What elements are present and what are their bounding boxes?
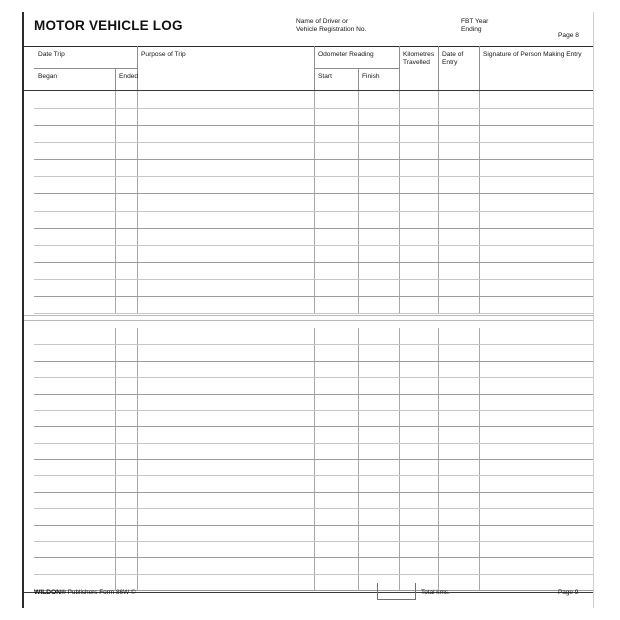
entry-grid-bottom[interactable] xyxy=(24,328,593,590)
table-row[interactable] xyxy=(34,410,593,411)
publisher-form-line: Publishers Form 86W © xyxy=(67,589,136,596)
column-header-finish: Finish xyxy=(362,73,380,80)
table-row[interactable] xyxy=(34,377,593,378)
table-row[interactable] xyxy=(34,443,593,444)
table-row[interactable] xyxy=(34,344,593,345)
table-row[interactable] xyxy=(34,228,593,229)
column-header-kilometres-line2: Travelled xyxy=(403,59,430,66)
table-row[interactable] xyxy=(34,394,593,395)
column-header-ended: Ended xyxy=(119,73,139,80)
column-header-start: Start xyxy=(318,73,332,80)
column-header-date-trip: Date Trip xyxy=(38,51,65,58)
table-column-headers xyxy=(24,46,593,90)
table-row[interactable] xyxy=(34,508,593,509)
motor-vehicle-log-form xyxy=(22,12,594,608)
total-kms-label: Total kms. xyxy=(421,589,450,596)
table-row[interactable] xyxy=(34,557,593,558)
table-row[interactable] xyxy=(34,279,593,280)
publisher-credit xyxy=(34,589,136,596)
driver-field-label xyxy=(296,18,366,34)
column-header-signature: Signature of Person Making Entry xyxy=(483,51,582,58)
header-subrule-odometer xyxy=(314,68,399,69)
table-row[interactable] xyxy=(34,108,593,109)
column-header-odometer: Odometer Reading xyxy=(318,51,374,58)
driver-label-line1: Name of Driver or xyxy=(296,18,349,25)
table-row[interactable] xyxy=(34,475,593,476)
total-kms-input-box[interactable] xyxy=(377,583,416,600)
driver-label-line2: Vehicle Registration No. xyxy=(296,26,367,34)
table-row[interactable] xyxy=(34,159,593,160)
column-header-purpose: Purpose of Trip xyxy=(141,51,186,58)
form-masthead xyxy=(24,12,593,46)
table-row[interactable] xyxy=(34,541,593,542)
header-subrule-date-trip xyxy=(34,68,137,69)
table-row[interactable] xyxy=(34,125,593,126)
section-divider-bottom xyxy=(24,320,593,321)
table-row[interactable] xyxy=(34,459,593,460)
table-row[interactable] xyxy=(34,426,593,427)
section-divider-top xyxy=(24,315,593,316)
page-number-bottom: Page 9 xyxy=(558,589,579,596)
table-row[interactable] xyxy=(34,262,593,263)
table-row[interactable] xyxy=(34,361,593,362)
form-footer xyxy=(24,580,593,608)
table-row[interactable] xyxy=(34,313,593,314)
table-row[interactable] xyxy=(34,245,593,246)
entry-grid-top[interactable] xyxy=(24,91,593,313)
table-row[interactable] xyxy=(34,142,593,143)
table-row[interactable] xyxy=(34,492,593,493)
table-row[interactable] xyxy=(34,211,593,212)
page-number-top: Page 8 xyxy=(558,32,579,39)
table-row[interactable] xyxy=(34,525,593,526)
column-header-date-entry-line2: Entry xyxy=(442,59,458,66)
page-title: MOTOR VEHICLE LOG xyxy=(34,18,183,33)
column-header-kilometres-line1: Kilometres xyxy=(403,51,435,58)
fbt-label-line2: Ending xyxy=(461,26,482,34)
column-header-date-entry-line1: Date of xyxy=(442,51,464,58)
fbt-label-line1: FBT Year xyxy=(461,18,489,25)
table-row[interactable] xyxy=(34,296,593,297)
fbt-year-field-label xyxy=(461,18,488,34)
table-row[interactable] xyxy=(34,176,593,177)
column-header-began: Began xyxy=(38,73,58,80)
table-row[interactable] xyxy=(34,574,593,575)
publisher-brand: WILDON® xyxy=(34,589,66,596)
table-row[interactable] xyxy=(34,193,593,194)
